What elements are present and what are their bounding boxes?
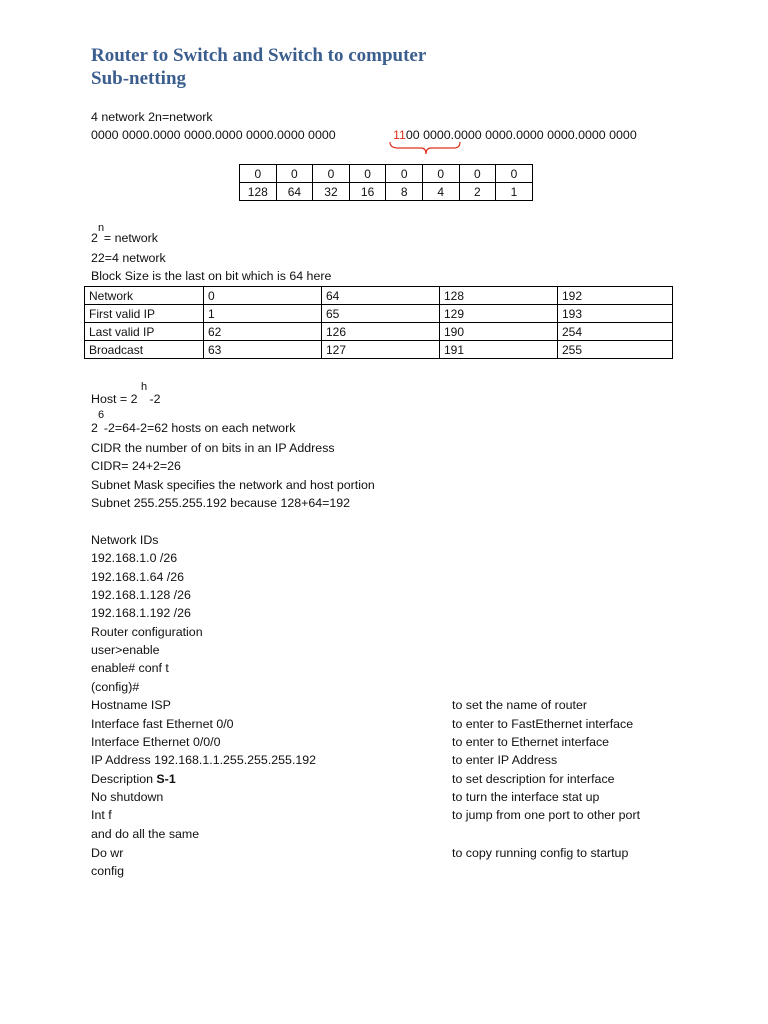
subnet-cell: 191	[440, 341, 558, 359]
subnet-cell: 62	[204, 323, 322, 341]
bit-value-cell: 1	[496, 183, 533, 201]
bit-cell: 0	[349, 165, 386, 183]
subnet-cell: 127	[322, 341, 440, 359]
bit-value-cell: 8	[386, 183, 423, 201]
command-prefix: Description	[91, 772, 157, 786]
subnet-cell: 126	[322, 323, 440, 341]
bit-cell: 0	[313, 165, 350, 183]
binary-rest: 00 0000.0000 0000.0000 0000.0000 0000	[405, 128, 637, 142]
power-base: 2	[91, 231, 98, 245]
title-line-1: Router to Switch and Switch to computer	[91, 45, 427, 66]
subnet-cell: 129	[440, 305, 558, 323]
command-note: to turn the interface stat up	[452, 790, 600, 804]
hosts-base: 2	[91, 421, 98, 435]
command: Int f	[91, 808, 112, 822]
subnet-cell: 1	[204, 305, 322, 323]
command-note: to jump from one port to other port	[452, 808, 641, 822]
title-line-2: Sub-netting	[91, 68, 187, 89]
command-note: to enter to FastEthernet interface	[452, 717, 634, 731]
subnet-cell: First valid IP	[85, 305, 204, 323]
host-suffix: -2	[149, 392, 161, 406]
subnet-cell: 128	[440, 287, 558, 305]
binary-left: 0000 0000.0000 0000.0000 0000.0000 0000	[91, 128, 336, 142]
bit-cell: 0	[459, 165, 496, 183]
brace-icon	[388, 140, 464, 160]
cidr-calc: CIDR= 24+2=26	[91, 459, 181, 473]
command-description	[91, 771, 176, 787]
binary-red-bits: 11	[393, 128, 406, 142]
bit-value-cell: 4	[422, 183, 459, 201]
bit-cell: 0	[386, 165, 423, 183]
subnet-cell: 254	[558, 323, 673, 341]
network-id: 192.168.1.192 /26	[91, 606, 191, 620]
user-enable-line: user>enable	[91, 643, 160, 657]
mask-definition: Subnet Mask specifies the network and host portion	[91, 478, 375, 492]
subnet-cell: Last valid IP	[85, 323, 204, 341]
host-line	[91, 391, 161, 407]
subnet-cell: 255	[558, 341, 673, 359]
network-id: 192.168.1.64 /26	[91, 570, 185, 584]
do-wr-note: to copy running config to startup	[452, 846, 629, 860]
network-ids-heading: Network IDs	[91, 533, 159, 547]
bit-cell: 0	[240, 165, 277, 183]
bit-value-cell: 64	[276, 183, 313, 201]
bit-cell: 0	[422, 165, 459, 183]
subnet-cell: 190	[440, 323, 558, 341]
subnet-row-first-valid	[85, 305, 673, 323]
subnet-cell: 65	[322, 305, 440, 323]
subnet-cell: 193	[558, 305, 673, 323]
hosts-text: -2=64-2=62 hosts on each network	[103, 421, 296, 435]
command-note: to set description for interface	[452, 772, 615, 786]
host-prefix: Host = 2	[91, 392, 138, 406]
command-note: to enter to Ethernet interface	[452, 735, 610, 749]
config-end-line: config	[91, 864, 125, 878]
command-note: to enter IP Address	[452, 753, 558, 767]
command: No shutdown	[91, 790, 164, 804]
host-exponent: h	[141, 381, 148, 393]
network-line: 4 network 2n=network	[91, 110, 213, 124]
subnet-cell: 64	[322, 287, 440, 305]
command-bold: S-1	[156, 772, 176, 786]
bit-table	[239, 164, 533, 201]
bit-value-cell: 16	[349, 183, 386, 201]
do-wr-line: Do wr	[91, 846, 124, 860]
command: IP Address 192.168.1.1.255.255.255.192	[91, 753, 317, 767]
line-22: 22=4 network	[91, 251, 166, 265]
cidr-definition: CIDR the number of on bits in an IP Address	[91, 441, 335, 455]
bit-value-cell: 32	[313, 183, 350, 201]
bit-row-values	[240, 183, 533, 201]
subnet-line: Subnet 255.255.255.192 because 128+64=192	[91, 496, 351, 510]
bit-row-zeros	[240, 165, 533, 183]
power-line	[91, 230, 158, 246]
network-id: 192.168.1.128 /26	[91, 588, 191, 602]
subnet-row-last-valid	[85, 323, 673, 341]
subnet-cell: 192	[558, 287, 673, 305]
power-text: = network	[103, 231, 158, 245]
command: Interface fast Ethernet 0/0	[91, 717, 234, 731]
command: Interface Ethernet 0/0/0	[91, 735, 221, 749]
do-all-same-line: and do all the same	[91, 827, 200, 841]
subnet-cell: 63	[204, 341, 322, 359]
bit-value-cell: 2	[459, 183, 496, 201]
enable-conf-line: enable# conf t	[91, 661, 169, 675]
bit-cell: 0	[276, 165, 313, 183]
hosts-exponent: 6	[98, 409, 105, 421]
subnet-cell: Network	[85, 287, 204, 305]
bit-value-cell: 128	[240, 183, 277, 201]
hosts-line	[91, 420, 295, 436]
subnet-row-broadcast	[85, 341, 673, 359]
subnet-table	[84, 286, 673, 359]
subnet-cell: Broadcast	[85, 341, 204, 359]
power-exponent: n	[98, 222, 105, 234]
config-prompt-line: (config)#	[91, 680, 140, 694]
command: Hostname ISP	[91, 698, 171, 712]
network-id: 192.168.1.0 /26	[91, 551, 178, 565]
command-note: to set the name of router	[452, 698, 587, 712]
subnet-row-network	[85, 287, 673, 305]
router-config-heading: Router configuration	[91, 625, 203, 639]
block-size-line: Block Size is the last on bit which is 64 here	[91, 269, 332, 283]
subnet-cell: 0	[204, 287, 322, 305]
bit-cell: 0	[496, 165, 533, 183]
